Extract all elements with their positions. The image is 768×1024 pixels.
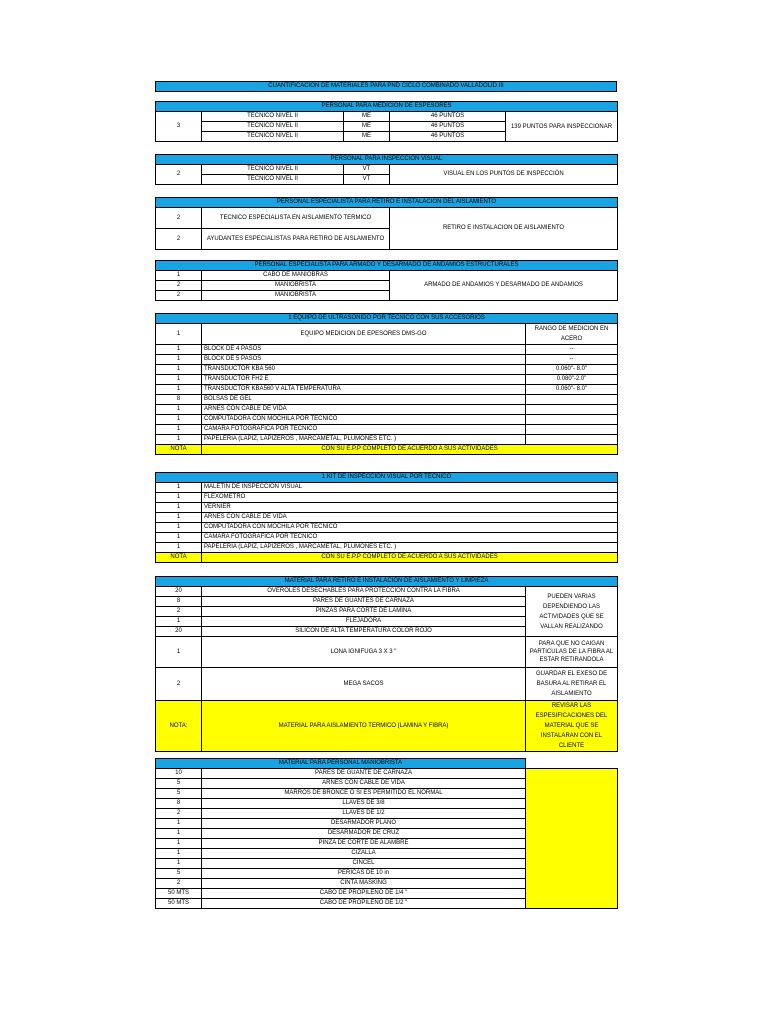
item-cell: FLEXOMETRO bbox=[202, 493, 618, 503]
nota-row bbox=[156, 701, 618, 752]
nota-row bbox=[156, 445, 618, 455]
section-thickness-personnel bbox=[155, 101, 617, 142]
qty-cell: 1 bbox=[156, 617, 202, 627]
qty-cell: 2 bbox=[156, 879, 202, 889]
role-cell: TECNICO NIVEL II bbox=[202, 112, 344, 122]
qty-cell: 1 bbox=[156, 637, 202, 668]
range-cell: -- bbox=[526, 345, 618, 355]
description-cell: ARMADO DE ANDAMIOS Y DESARMADO DE ANDAMIOS bbox=[390, 271, 618, 301]
item-cell: PERICAS DE 10 in bbox=[202, 869, 526, 879]
item-cell: DESARMADOR DE CRUZ bbox=[202, 829, 526, 839]
total-points-cell: 139 PUNTOS PARA INSPECCIONAR bbox=[506, 112, 618, 142]
item-cell: MANIOBRISTA bbox=[202, 281, 390, 291]
section-header: PERSONAL ESPECIALISTA PARA RETIRO E INSTALACION DEL AISLAMIENTO bbox=[156, 198, 618, 208]
qty-cell: 1 bbox=[156, 543, 202, 553]
qty-cell: 1 bbox=[156, 859, 202, 869]
table-row bbox=[156, 165, 618, 175]
qty-cell: 1 bbox=[156, 375, 202, 385]
method-cell: VT bbox=[344, 175, 390, 185]
item-cell: ARNES CON CABLE DE VIDA bbox=[202, 779, 526, 789]
nota-label: NOTA bbox=[156, 445, 202, 455]
range-cell: -- bbox=[526, 355, 618, 365]
qty-cell: 1 bbox=[156, 355, 202, 365]
qty-cell: 1 bbox=[156, 819, 202, 829]
table-row bbox=[156, 395, 618, 405]
section-visual-personnel bbox=[155, 154, 617, 185]
qty-cell: 1 bbox=[156, 435, 202, 445]
section-insulation-material bbox=[155, 576, 617, 752]
table-row bbox=[156, 415, 618, 425]
qty-cell: 1 bbox=[156, 513, 202, 523]
table-row bbox=[156, 483, 618, 493]
item-cell: ARNES CON CABLE DE VIDA bbox=[202, 513, 618, 523]
item-cell: CINTA MASKING bbox=[202, 879, 526, 889]
item-cell: TECNICO ESPECIALISTA EN AISLAMIENTO TERMICO bbox=[202, 208, 390, 229]
qty-cell: 8 bbox=[156, 799, 202, 809]
range-cell bbox=[526, 395, 618, 405]
qty-cell: 1 bbox=[156, 503, 202, 513]
qty-cell: 5 bbox=[156, 779, 202, 789]
qty-cell: 2 bbox=[156, 291, 202, 301]
item-cell: CINCEL bbox=[202, 859, 526, 869]
qty-cell: 2 bbox=[156, 809, 202, 819]
qty-cell: 1 bbox=[156, 345, 202, 355]
item-cell: MARROS DE BRONCE O SI ES PERMITIDO EL NORMAL bbox=[202, 789, 526, 799]
section-header: PERSONAL PARA MEDICION DE ESPESORES bbox=[156, 102, 618, 112]
note-cell: GUARDAR EL EXESO DE BASURA AL RETIRAR EL AISLAMIENTO bbox=[526, 668, 618, 701]
qty-cell: 20 bbox=[156, 627, 202, 637]
qty-cell: 1 bbox=[156, 533, 202, 543]
table-row bbox=[156, 324, 618, 345]
method-cell: ME bbox=[344, 122, 390, 132]
item-cell: BLOCK DE 5 PASOS bbox=[202, 355, 526, 365]
table-row bbox=[156, 503, 618, 513]
qty-cell: 1 bbox=[156, 829, 202, 839]
description-cell: VISUAL EN LOS PUNTOS DE INSPECCIÓN bbox=[390, 165, 618, 185]
section-ultrasound-equipment bbox=[155, 313, 617, 455]
table-row bbox=[156, 365, 618, 375]
title-bar bbox=[155, 81, 617, 92]
section-visual-kit bbox=[155, 472, 617, 563]
qty-cell: 10 bbox=[156, 769, 202, 779]
nota-note: REVISAR LAS ESPESIFICACIONES DEL MATERIAL QUE SE INSTALARAN CON EL CLIENTE bbox=[526, 701, 618, 752]
qty-cell: 2 bbox=[156, 208, 202, 229]
note-cell bbox=[526, 769, 618, 909]
item-cell: CABO DE PROPILENO DE 1/4 " bbox=[202, 889, 526, 899]
range-cell bbox=[526, 405, 618, 415]
item-cell: AYUDANTES ESPECIALISTAS PARA RETIRO DE AISLAMIENTO bbox=[202, 229, 390, 250]
item-cell: PINZA DE CORTE DE ALAMBRE bbox=[202, 839, 526, 849]
table-row bbox=[156, 271, 618, 281]
item-cell: TRANSDUCTOR FH2 E bbox=[202, 375, 526, 385]
item-cell: TRANSDUCTOR KBA 560 bbox=[202, 365, 526, 375]
item-cell: PAPELERIA (LAPIZ, LAPIZEROS , MARCAMETAL, PLUMONES ETC. ) bbox=[202, 435, 526, 445]
qty-cell: 1 bbox=[156, 483, 202, 493]
item-cell: MEGA SACOS bbox=[202, 668, 526, 701]
qty-cell: 1 bbox=[156, 405, 202, 415]
item-cell: FLEJADORA bbox=[202, 617, 526, 627]
note-cell: PARA QUE NO CAIGAN PARTICULAS DE LA FIBRA AL ESTAR RETIRANDOLA bbox=[526, 637, 618, 668]
section-header: 1 EQUIPO DE ULTRASONIDO POR TECNICO CON SUS ACCESORIOS bbox=[156, 314, 618, 324]
nota-text: MATERIAL PARA AISLAMIENTO TERMICO (LAMINA Y FIBRA) bbox=[202, 701, 526, 752]
section-header: PERSONAL ESPECIALISTA PARA ARMADO Y DESARMADO DE ANDAMIOS ESTRUCTURALES bbox=[156, 261, 618, 271]
item-cell: COMPUTADORA CON MOCHILA POR TECNICO bbox=[202, 523, 618, 533]
section-scaffold-personnel bbox=[155, 260, 617, 301]
item-cell: PAPELERIA (LAPIZ, LAPIZEROS , MARCAMETAL, PLUMONES ETC. ) bbox=[202, 543, 618, 553]
method-cell: VT bbox=[344, 165, 390, 175]
item-cell: VERNIER bbox=[202, 503, 618, 513]
range-cell: RANGO DE MEDICION EN ACERO bbox=[526, 324, 618, 345]
item-cell: CAMARA FOTOGRAFICA POR TECNICO bbox=[202, 425, 526, 435]
table-row bbox=[156, 405, 618, 415]
qty-cell: 1 bbox=[156, 523, 202, 533]
table-row bbox=[156, 668, 618, 701]
item-cell: OVEROLES DESECHABLES PARA PROTECCION CONTRA LA FIBRA bbox=[202, 587, 526, 597]
qty-cell: 1 bbox=[156, 385, 202, 395]
section-header: 1 KIT DE INSPECCION VISUAL POR TECNICO bbox=[156, 473, 618, 483]
role-cell: TECNICO NIVEL II bbox=[202, 122, 344, 132]
table-row bbox=[156, 435, 618, 445]
role-cell: TECNICO NIVEL II bbox=[202, 132, 344, 142]
qty-cell: 1 bbox=[156, 849, 202, 859]
qty-cell: 8 bbox=[156, 597, 202, 607]
qty-cell: 1 bbox=[156, 839, 202, 849]
item-cell: EQUIPO MEDICION DE EPESORES DMS-GO bbox=[202, 324, 526, 345]
table-row bbox=[156, 523, 618, 533]
role-cell: TECNICO NIVEL II bbox=[202, 175, 344, 185]
table-row bbox=[156, 425, 618, 435]
table-row bbox=[156, 385, 618, 395]
nota-text: CON SU E.P.P COMPLETO DE ACUERDO A SUS ACTIVIDADES bbox=[202, 553, 618, 563]
item-cell: ARNES CON CABLE DE VIDA bbox=[202, 405, 526, 415]
item-cell: PINZAS PARA CORTE DE LAMINA bbox=[202, 607, 526, 617]
item-cell: BLOCK DE 4 PASOS bbox=[202, 345, 526, 355]
qty-cell: 5 bbox=[156, 789, 202, 799]
item-cell: CABO DE PROPILENO DE 1/2 " bbox=[202, 899, 526, 909]
range-cell bbox=[526, 415, 618, 425]
item-cell: MANIOBRISTA bbox=[202, 291, 390, 301]
method-cell: ME bbox=[344, 112, 390, 122]
item-cell: CAMARA FOTOGRAFICA POR TECNICO bbox=[202, 533, 618, 543]
qty-cell: 20 bbox=[156, 587, 202, 597]
section-insulation-personnel bbox=[155, 197, 617, 250]
qty-cell: 1 bbox=[156, 425, 202, 435]
qty-cell: 5 bbox=[156, 869, 202, 879]
qty-cell: 2 bbox=[156, 668, 202, 701]
description-cell: RETIRO E INSTALACION DE AISLAMIENTO bbox=[390, 208, 618, 250]
item-cell: TRANSDUCTOR KBA560 V ALTA TEMPERATURA bbox=[202, 385, 526, 395]
item-cell: MALETIN DE INSPECCION VISUAL bbox=[202, 483, 618, 493]
item-cell: LLAVES DE 3/8 bbox=[202, 799, 526, 809]
range-cell: 0.060"- 8.0" bbox=[526, 365, 618, 375]
item-cell: CIZALLA bbox=[202, 849, 526, 859]
points-cell: 46 PUNTOS bbox=[390, 122, 506, 132]
qty-cell: 2 bbox=[156, 229, 202, 250]
range-cell bbox=[526, 425, 618, 435]
qty-cell: 2 bbox=[156, 165, 202, 185]
qty-cell: 1 bbox=[156, 324, 202, 345]
qty-cell: 1 bbox=[156, 365, 202, 375]
qty-cell: 2 bbox=[156, 281, 202, 291]
range-cell: 0.060"- 8.0" bbox=[526, 385, 618, 395]
section-header: MATERIAL PARA PERSONAL MANIOBRISTA bbox=[156, 759, 526, 769]
item-cell: LONA IGNIFUGA 3 X 3 " bbox=[202, 637, 526, 668]
item-cell: PARES DE GUANTES DE CARNAZA bbox=[202, 597, 526, 607]
points-cell: 46 PUNTOS bbox=[390, 132, 506, 142]
table-row bbox=[156, 493, 618, 503]
qty-cell: 1 bbox=[156, 493, 202, 503]
item-cell: PARES DE GUANTE DE CARNAZA bbox=[202, 769, 526, 779]
table-row bbox=[156, 513, 618, 523]
table-row bbox=[156, 375, 618, 385]
method-cell: ME bbox=[344, 132, 390, 142]
section-header: PERSONAL PARA INSPECCION VISUAL bbox=[156, 155, 618, 165]
table-row bbox=[156, 587, 618, 597]
points-cell: 46 PUNTOS bbox=[390, 112, 506, 122]
table-row bbox=[156, 355, 618, 365]
qty-cell: 50 MTS bbox=[156, 889, 202, 899]
item-cell: LLAVES DE 1/2 bbox=[202, 809, 526, 819]
document-title: CUANTIFICACION DE MATERIALES PARA PND CICLO COMBINADO VALLADOLID III bbox=[156, 82, 617, 92]
qty-cell: 1 bbox=[156, 271, 202, 281]
table-row bbox=[156, 208, 618, 229]
note-cell: PUEDEN VARIAS DEPENDIENDO LAS ACTIVIDADES QUE SE VALLAN REALIZANDO bbox=[526, 587, 618, 637]
table-row bbox=[156, 112, 618, 122]
table-row bbox=[156, 637, 618, 668]
item-cell: COMPUTADORA CON MOCHILA POR TECNICO bbox=[202, 415, 526, 425]
range-cell bbox=[526, 435, 618, 445]
nota-label: NOTA: bbox=[156, 701, 202, 752]
section-header: MATERIAL PARA RETIRO E INSTALACIÓN DE AISLAMIENTO Y LIMPIEZA bbox=[156, 577, 618, 587]
table-row bbox=[156, 543, 618, 553]
table-row bbox=[156, 533, 618, 543]
qty-cell: 3 bbox=[156, 112, 202, 142]
nota-row bbox=[156, 553, 618, 563]
qty-cell: 1 bbox=[156, 415, 202, 425]
item-cell: DESARMADOR PLANO bbox=[202, 819, 526, 829]
item-cell: SILICON DE ALTA TEMPERATURA COLOR ROJO bbox=[202, 627, 526, 637]
range-cell: 0.080"-2.0" bbox=[526, 375, 618, 385]
table-row bbox=[156, 769, 618, 779]
item-cell: BOLSAS DE GEL bbox=[202, 395, 526, 405]
role-cell: TECNICO NIVEL II bbox=[202, 165, 344, 175]
table-row bbox=[156, 345, 618, 355]
qty-cell: 50 MTS bbox=[156, 899, 202, 909]
qty-cell: 8 bbox=[156, 395, 202, 405]
item-cell: CABO DE MANIOBRAS bbox=[202, 271, 390, 281]
nota-text: CON SU E.P.P COMPLETO DE ACUERDO A SUS ACTIVIDADES bbox=[202, 445, 618, 455]
nota-label: NOTA bbox=[156, 553, 202, 563]
qty-cell: 2 bbox=[156, 607, 202, 617]
section-rigger-material bbox=[155, 758, 617, 909]
